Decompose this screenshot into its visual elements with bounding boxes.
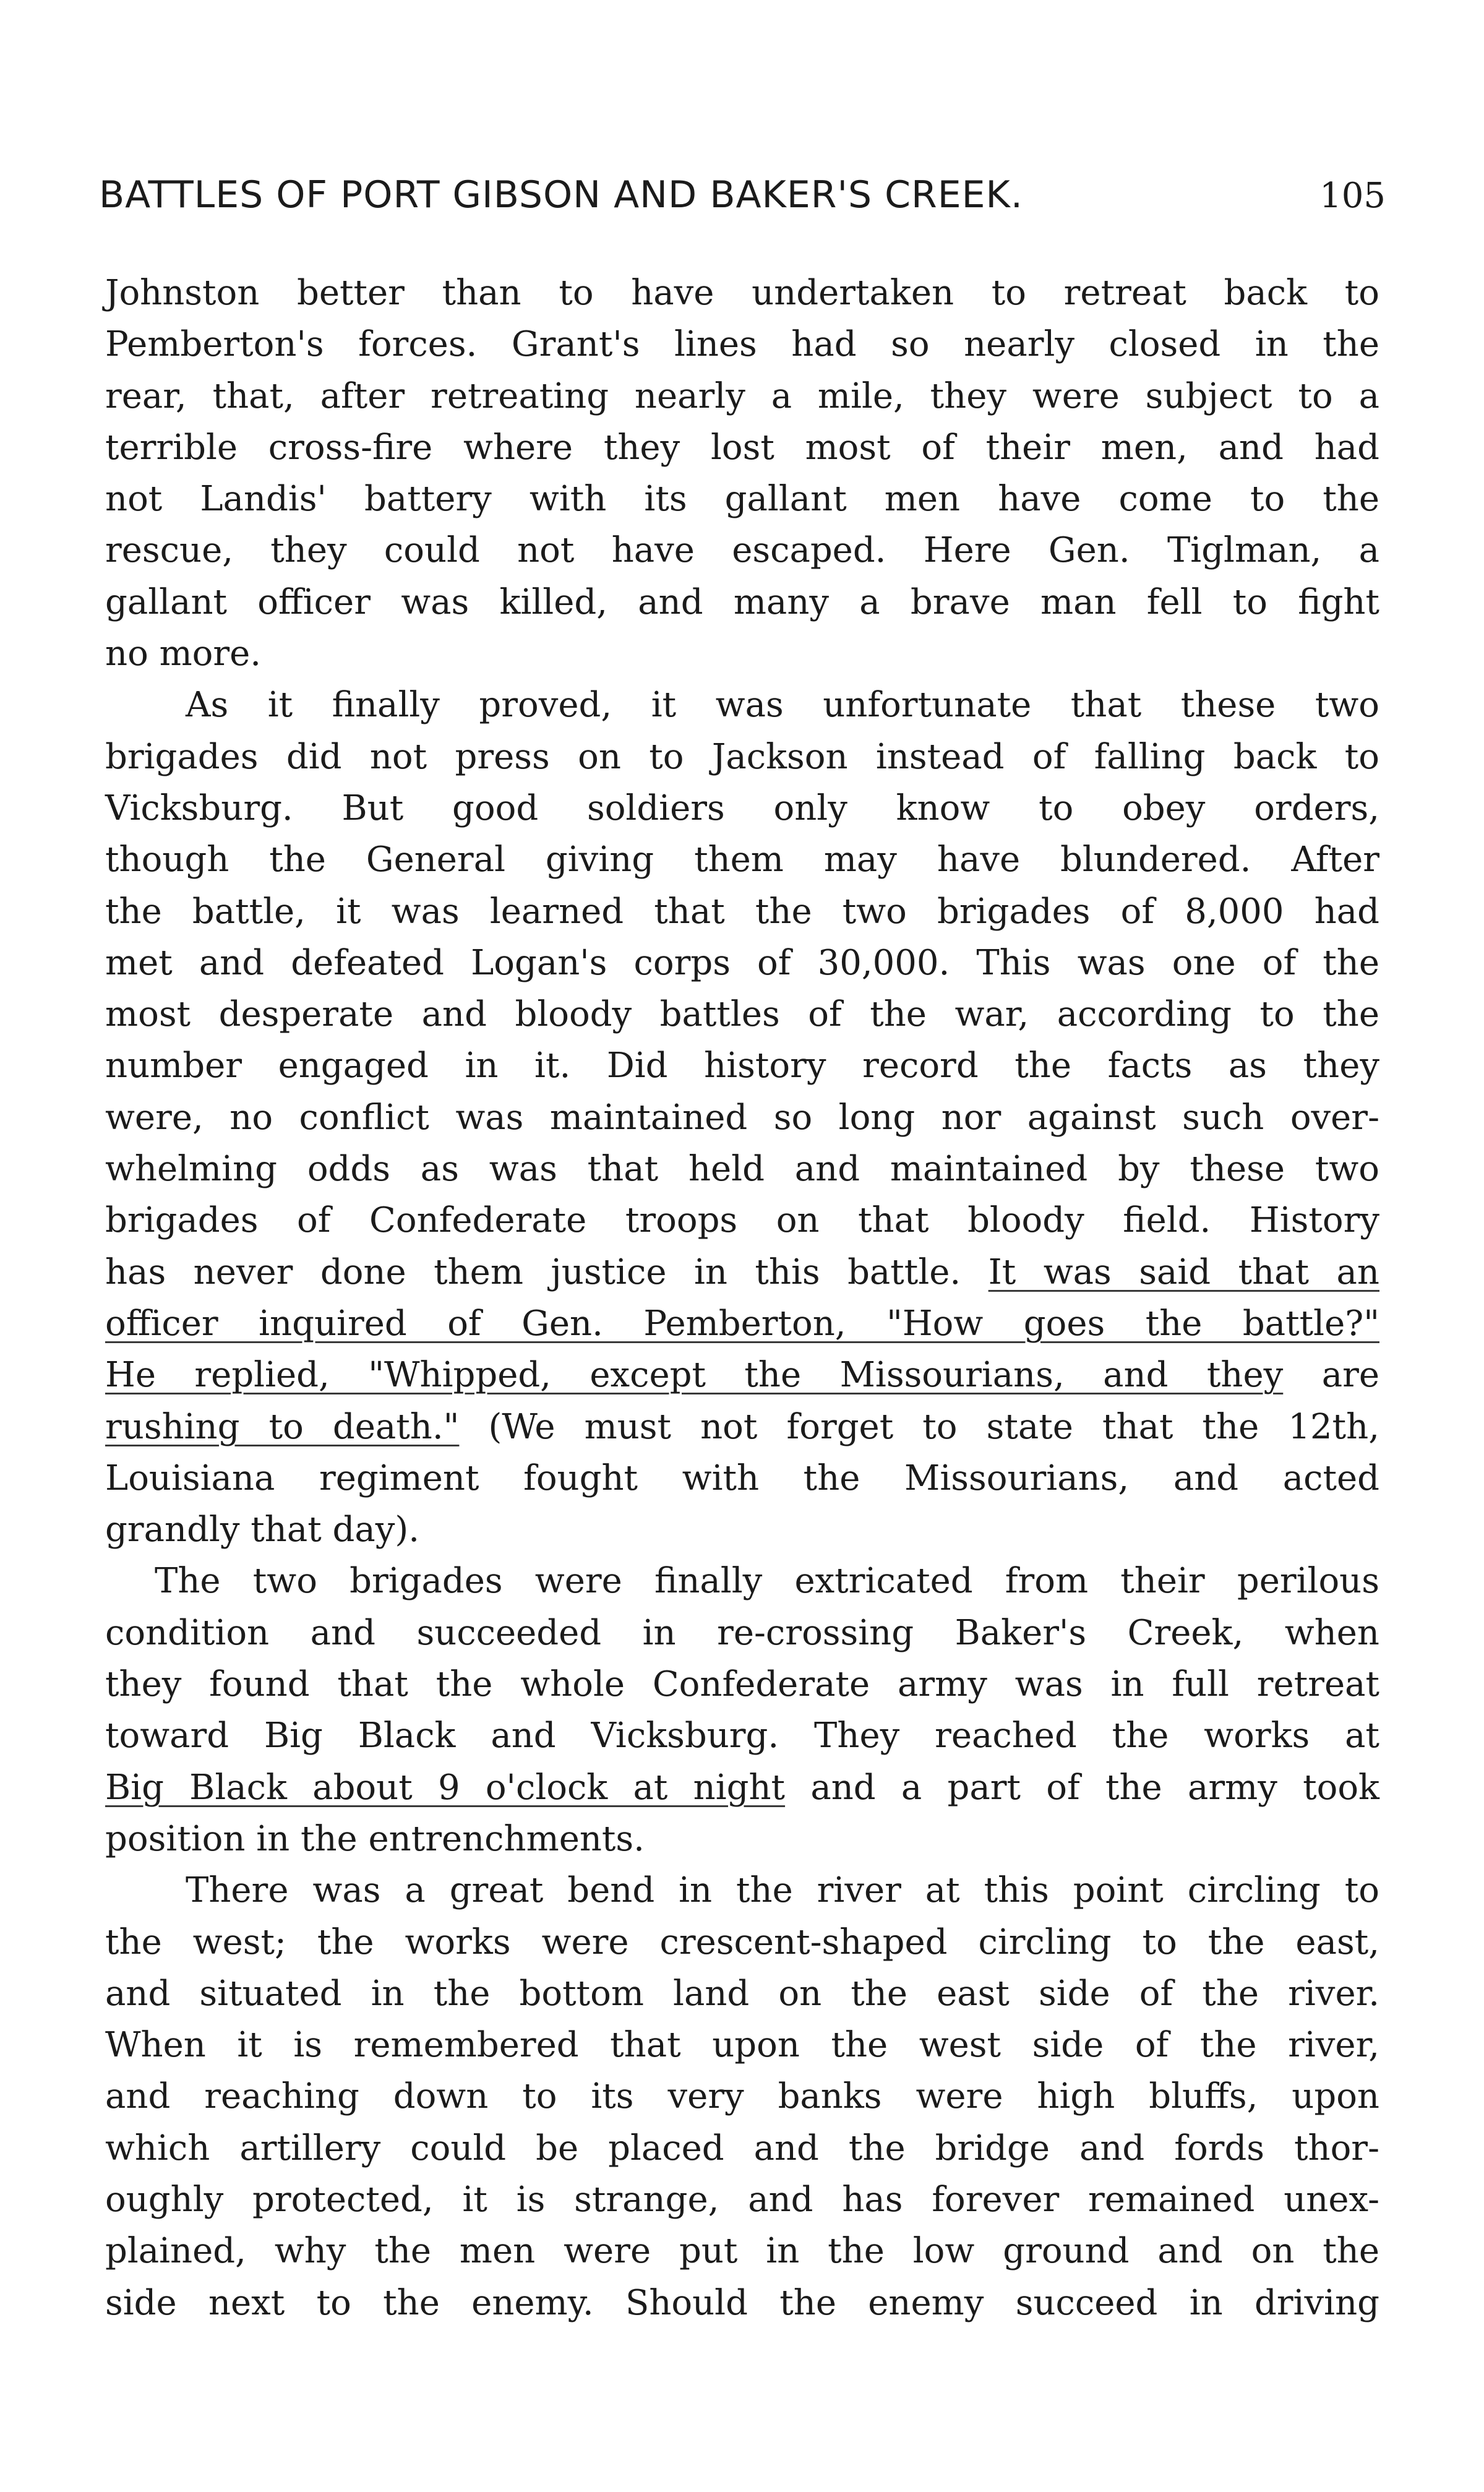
text-line: oughly protected, it is strange, and has forever remained unex- — [105, 2179, 1379, 2220]
text-line: and reaching down to its very banks were high bluffs, upon — [105, 2076, 1379, 2117]
text-line: position in the entrenchments. — [105, 1818, 645, 1859]
text-line — [105, 1762, 1379, 1813]
underlined-text: officer inquired of Gen. Pemberton, "How goes the battle?" — [105, 1303, 1379, 1344]
text-line: grandly that day). — [105, 1510, 420, 1550]
text-line: As it finally proved, it was unfortunate that these two — [186, 685, 1379, 726]
text-line: Vicksburg. But good soldiers only know to obey orders, — [105, 788, 1379, 828]
underlined-text: Big Black about 9 o'clock at night — [105, 1767, 786, 1808]
text-line — [105, 1401, 1379, 1453]
underlined-text: He replied, "Whipped, except the Missourians, and they — [105, 1355, 1284, 1396]
text-line: the battle, it was learned that the two brigades of 8,000 had — [105, 891, 1379, 932]
text-line: There was a great bend in the river at this point circling to — [186, 1870, 1379, 1911]
text-line: Louisiana regiment fought with the Missourians, and acted — [105, 1458, 1379, 1498]
underlined-text: It was said that an — [988, 1252, 1379, 1292]
text-line: no more. — [105, 634, 262, 674]
text-line: Johnston better than to have undertaken to retreat back to — [105, 273, 1379, 313]
text-line: terrible cross-fire where they lost most of their men, and had — [105, 427, 1379, 468]
text-line: most desperate and bloody battles of the war, according to the — [105, 994, 1379, 1035]
text-line — [105, 1349, 1379, 1401]
text-line: and situated in the bottom land on the east side of the river. — [105, 1973, 1379, 2014]
running-title: BATTLES OF PORT GIBSON AND BAKER'S CREEK. — [99, 173, 1023, 217]
text-line: The two brigades were finally extricated from their perilous — [155, 1561, 1379, 1602]
text-segment: (We must not forget to state that the 12th, — [488, 1406, 1380, 1447]
text-line: though the General giving them may have blundered. After — [105, 840, 1379, 880]
text-line: plained, why the men were put in the low ground and on the — [105, 2231, 1379, 2272]
text-line: side next to the enemy. Should the enemy succeed in driving — [105, 2282, 1379, 2323]
page-number: 105 — [1319, 176, 1386, 216]
text-line: condition and succeeded in re-crossing Baker's Creek, when — [105, 1612, 1379, 1653]
text-line: When it is remembered that upon the west side of the river, — [105, 2025, 1379, 2066]
body-text — [105, 267, 1379, 2329]
text-line: rescue, they could not have escaped. Here Gen. Tiglman, a — [105, 530, 1379, 571]
text-segment: and a part of the army took — [810, 1767, 1379, 1808]
text-segment: has never done them justice in this battle. — [105, 1252, 961, 1292]
text-line: not Landis' battery with its gallant men have come to the — [105, 479, 1379, 520]
text-line: were, no conflict was maintained so long nor against such over- — [105, 1097, 1379, 1138]
text-line: gallant officer was killed, and many a brave man fell to fight — [105, 582, 1379, 622]
text-line: toward Big Black and Vicksburg. They reached the works at — [105, 1716, 1379, 1756]
text-line: brigades did not press on to Jackson instead of falling back to — [105, 736, 1379, 777]
text-line — [105, 1298, 1379, 1349]
text-line — [105, 1247, 1379, 1298]
text-line: number engaged in it. Did history record the facts as they — [105, 1046, 1379, 1086]
text-line: rear, that, after retreating nearly a mile, they were subject to a — [105, 376, 1379, 416]
text-line: they found that the whole Confederate army was in full retreat — [105, 1664, 1379, 1705]
text-line: whelming odds as was that held and maintained by these two — [105, 1149, 1379, 1190]
text-segment: are — [1321, 1355, 1379, 1396]
text-line: brigades of Confederate troops on that bloody field. History — [105, 1200, 1379, 1241]
underlined-text: rushing to death." — [105, 1406, 460, 1447]
text-line: the west; the works were crescent-shaped circling to the east, — [105, 1922, 1379, 1962]
text-line: which artillery could be placed and the bridge and fords thor- — [105, 2128, 1379, 2168]
running-head — [99, 173, 1386, 235]
text-line: met and defeated Logan's corps of 30,000. This was one of the — [105, 942, 1379, 983]
text-line: Pemberton's forces. Grant's lines had so nearly closed in the — [105, 324, 1379, 365]
